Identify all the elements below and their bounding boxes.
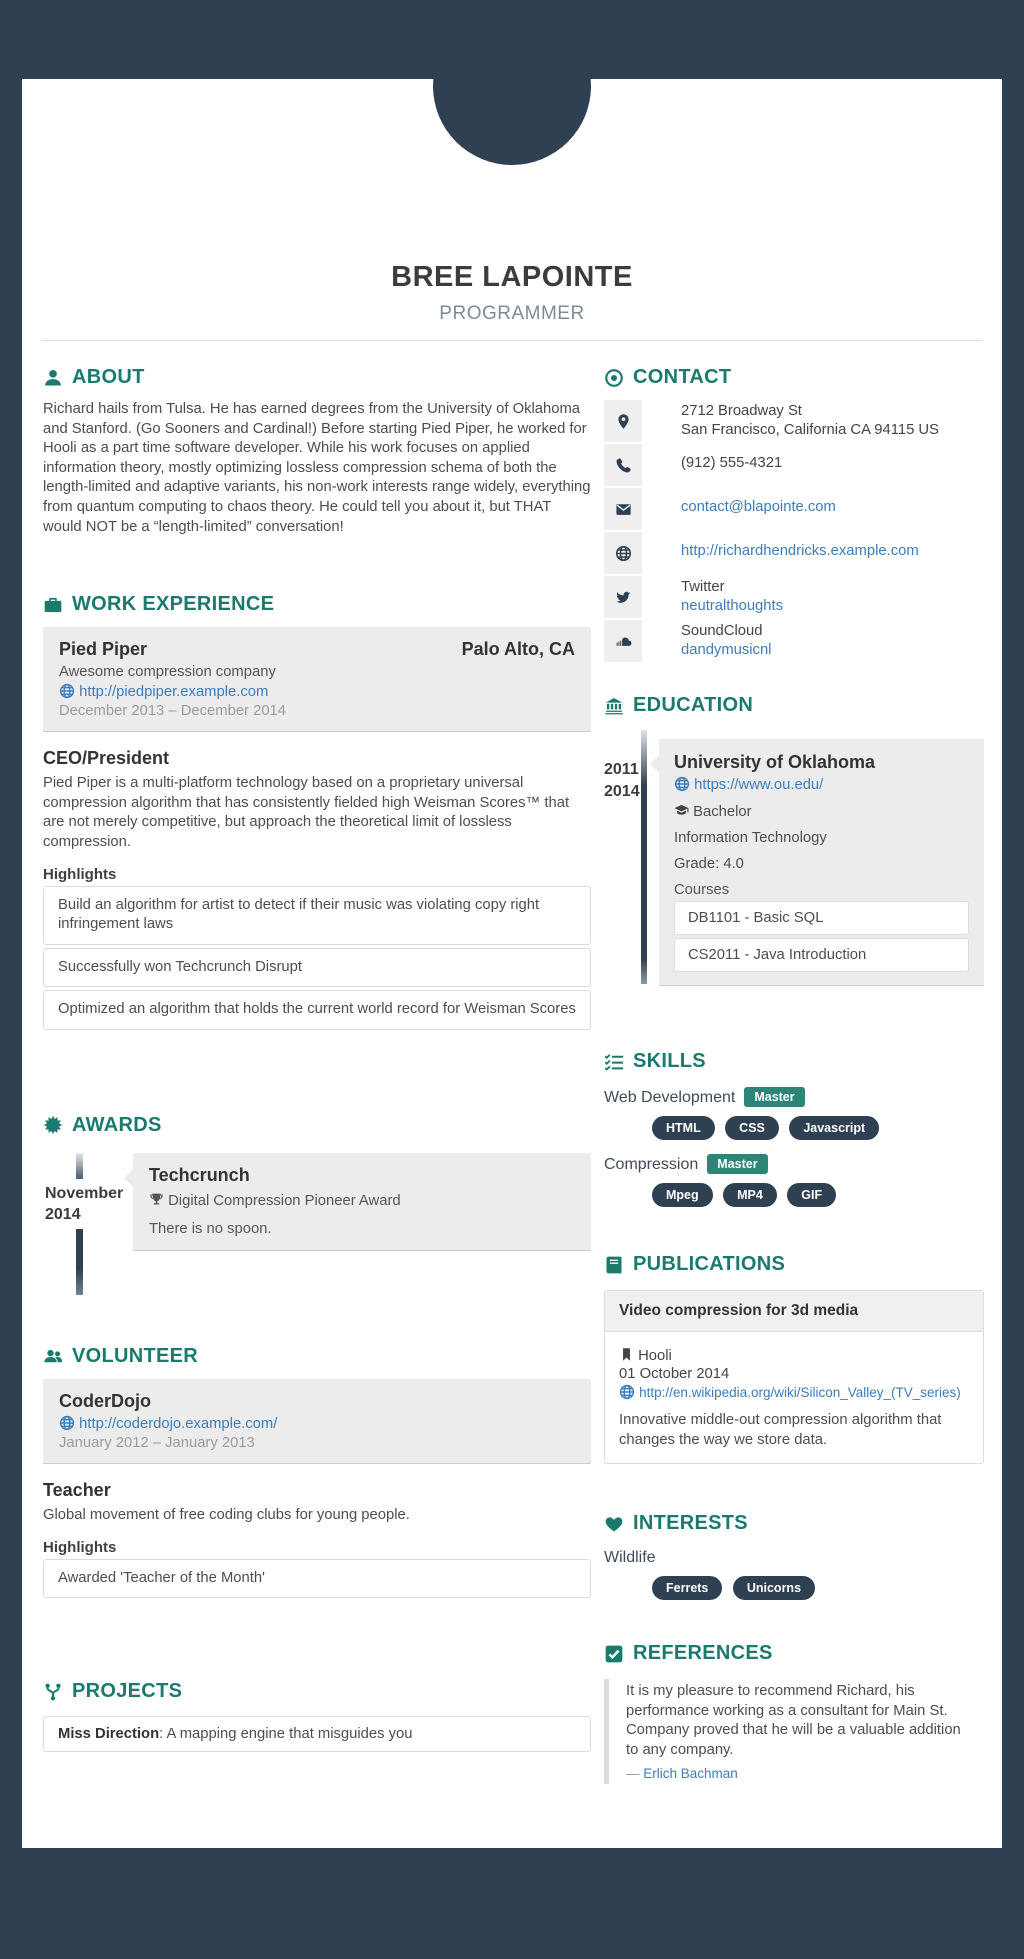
education-card (659, 739, 984, 986)
card-arrow (124, 1169, 133, 1187)
skill-keywords (652, 1116, 984, 1140)
profile-network: SoundCloud (681, 623, 763, 639)
skill-name: Compression (604, 1156, 699, 1173)
seal-icon (43, 1115, 63, 1135)
references-heading (604, 1642, 984, 1665)
work-heading (43, 593, 591, 616)
phone-icon (604, 444, 642, 488)
volunteer-website-link[interactable]: http://coderdojo.example.com/ (79, 1415, 278, 1432)
reference-quote: It is my pleasure to recommend Richard, his performance working as a consultant for Main St. Company proved that he will be a valuable addition to any company. (626, 1683, 961, 1758)
publication-link[interactable]: http://en.wikipedia.org/wiki/Silicon_Valley_(TV_series) (639, 1385, 961, 1400)
section-projects (43, 1680, 591, 1752)
volunteer-org-card (43, 1379, 591, 1464)
publication-name: Video compression for 3d media (605, 1291, 983, 1332)
references-heading-label: REFERENCES (633, 1642, 773, 1665)
people-icon (43, 1346, 63, 1366)
work-highlight-item: Successfully won Techcrunch Disrupt (43, 948, 591, 988)
about-heading (43, 366, 591, 389)
education-heading (604, 694, 984, 717)
soundcloud-profile-link[interactable]: dandymusicnl (681, 642, 772, 658)
contact-heading-label: CONTACT (633, 366, 732, 388)
award-card (133, 1153, 591, 1251)
check-square-icon (604, 1644, 624, 1664)
about-heading-label: ABOUT (72, 366, 145, 388)
work-position: CEO/President (43, 748, 170, 769)
soundcloud-icon (604, 620, 642, 664)
grade: Grade: 4.0 (674, 856, 744, 872)
interests-heading-label: INTERESTS (633, 1512, 748, 1535)
reference-quote-block (604, 1679, 984, 1783)
skill-keywords (652, 1183, 984, 1207)
contact-row-phone (604, 444, 984, 488)
twitter-icon (604, 576, 642, 620)
work-highlights-label: Highlights (43, 865, 117, 883)
heart-icon (604, 1514, 624, 1534)
institution-name: University of Oklahoma (674, 752, 876, 772)
contact-rows (604, 400, 984, 664)
section-contact (604, 366, 984, 664)
skills-heading-label: SKILLS (633, 1050, 706, 1072)
skill-keyword-pill: HTML (652, 1116, 715, 1140)
person-title: PROGRAMMER (439, 303, 585, 324)
code-fork-icon (43, 1682, 63, 1702)
awards-heading (43, 1114, 591, 1137)
section-references (604, 1642, 984, 1783)
work-dates: December 2013 – December 2014 (59, 703, 287, 720)
map-pin-icon (604, 400, 642, 444)
university-icon (604, 696, 624, 716)
card-arrow (650, 755, 659, 773)
avatar (433, 7, 591, 165)
book-icon (604, 1255, 624, 1275)
skill-keyword-pill: Javascript (789, 1116, 879, 1140)
education-end-year: 2014 (604, 783, 640, 800)
bookmark-icon (619, 1348, 634, 1364)
volunteer-heading (43, 1345, 591, 1368)
task-list-icon (604, 1052, 624, 1072)
company-description: Awesome compression company (59, 664, 276, 681)
work-highlight-item: Build an algorithm for artist to detect if their music was violating copy right infringement laws (43, 886, 591, 945)
education-start-year: 2011 (604, 761, 639, 778)
contact-heading (604, 366, 984, 389)
award-name: Digital Compression Pioneer Award (168, 1192, 401, 1209)
volunteer-heading-label: VOLUNTEER (72, 1344, 199, 1367)
award-title: Techcrunch (149, 1164, 250, 1185)
reference-name-link[interactable]: Erlich Bachman (643, 1765, 738, 1781)
project-item (43, 1716, 591, 1752)
volunteer-position: Teacher (43, 1479, 111, 1500)
section-publications (604, 1253, 984, 1464)
publications-heading (604, 1253, 984, 1276)
project-description: : A mapping engine that misguides you (159, 1726, 413, 1743)
skill-level-badge: Master (707, 1154, 767, 1174)
trophy-icon (149, 1193, 164, 1209)
section-skills (604, 1050, 984, 1207)
publisher: Hooli (638, 1348, 672, 1364)
address-line1: 2712 Broadway St (681, 403, 802, 419)
section-interests (604, 1512, 984, 1600)
volunteer-highlights-label: Highlights (43, 1538, 117, 1556)
publication-date: 01 October 2014 (619, 1366, 730, 1382)
education-timeline (604, 739, 984, 986)
study-area: Information Technology (674, 830, 827, 846)
phone-number: (912) 555-4321 (681, 455, 783, 471)
awards-heading-label: AWARDS (72, 1113, 162, 1136)
contact-row-email (604, 488, 984, 532)
bullseye-icon (604, 368, 624, 388)
education-dates (604, 759, 638, 803)
user-icon (43, 368, 63, 388)
award-summary: There is no spoon. (149, 1220, 272, 1237)
section-awards (43, 1114, 591, 1295)
interest-keyword-pill: Ferrets (652, 1576, 722, 1600)
envelope-icon (604, 488, 642, 532)
courses-label: Courses (674, 882, 730, 898)
award-date: November 2014 (45, 1179, 133, 1229)
resume-card (22, 79, 1002, 1848)
skill-item (604, 1154, 984, 1174)
volunteer-highlight-item: Awarded 'Teacher of the Month' (43, 1559, 591, 1599)
volunteer-summary: Global movement of free coding clubs for young people. (43, 1506, 410, 1523)
institution-website-link[interactable]: https://www.ou.edu/ (694, 777, 824, 793)
skills-heading (604, 1050, 984, 1073)
project-name: Miss Direction (58, 1726, 160, 1743)
contact-row-website (604, 532, 984, 576)
interest-name: Wildlife (604, 1549, 656, 1567)
website-link[interactable]: http://richardhendricks.example.com (681, 543, 919, 559)
course-item: CS2011 - Java Introduction (674, 938, 969, 972)
volunteer-dates: January 2012 – January 2013 (59, 1434, 255, 1451)
quote-dash: — (626, 1765, 640, 1781)
globe-icon (59, 1416, 75, 1432)
section-volunteer (43, 1345, 591, 1598)
projects-heading (43, 1680, 591, 1703)
publications-heading-label: PUBLICATIONS (633, 1253, 786, 1275)
awards-timeline (43, 1153, 591, 1295)
section-work (43, 593, 591, 1030)
skill-keyword-pill: CSS (725, 1116, 779, 1140)
interest-keywords (652, 1576, 984, 1600)
skill-level-badge: Master (744, 1087, 804, 1107)
education-heading-label: EDUCATION (633, 694, 754, 716)
contact-row-soundcloud (604, 620, 984, 664)
company-website-link[interactable]: http://piedpiper.example.com (79, 684, 269, 701)
person-name: BREE LAPOINTE (391, 261, 633, 293)
address-line2: San Francisco, California CA 94115 US (681, 422, 939, 438)
section-education (604, 694, 984, 986)
email-link[interactable]: contact@blapointe.com (681, 499, 836, 515)
publication-card (604, 1290, 984, 1464)
volunteer-organization: CoderDojo (59, 1390, 151, 1411)
about-text: Richard hails from Tulsa. He has earned degrees from the University of Oklahoma and Stanford. (Go Sooners and Cardinal!) Before starting Pied Piper, he worked for Hooli as a part time software developer. While his work focuses on applied information theory, mostly optimizing lossless compression schema of both the length-limited and adaptive variants, his non-work interests range widely, everything from quantum computing to chaos theory. He could tell you about it, but THAT would NOT be a “length-limited” conversation! (43, 401, 591, 535)
interest-item (604, 1549, 984, 1567)
contact-row-address (604, 400, 984, 444)
skill-name: Web Development (604, 1089, 736, 1106)
skill-keyword-pill: MP4 (723, 1183, 777, 1207)
globe-icon (604, 532, 642, 576)
work-heading-label: WORK EXPERIENCE (72, 593, 275, 616)
interest-keyword-pill: Unicorns (733, 1576, 815, 1600)
contact-row-twitter (604, 576, 984, 620)
work-summary: Pied Piper is a multi-platform technology based on a proprietary universal compression algorithm that has consistently fielded high Weisman Scores™ that are not merely competitive, but approach the theoretical limit of lossless compression. (43, 775, 570, 850)
projects-heading-label: PROJECTS (72, 1680, 183, 1703)
work-company-card (43, 627, 591, 732)
graduation-cap-icon (674, 804, 689, 820)
section-about (43, 366, 591, 537)
skill-item (604, 1087, 984, 1107)
profile-network: Twitter (681, 579, 725, 595)
interests-heading (604, 1512, 984, 1535)
company-location: Palo Alto, CA (461, 639, 575, 660)
course-item: DB1101 - Basic SQL (674, 901, 969, 935)
publication-summary: Innovative middle-out compression algorithm that changes the way we store data. (619, 1412, 942, 1448)
work-highlight-item: Optimized an algorithm that holds the current world record for Weisman Scores (43, 990, 591, 1030)
left-column (43, 341, 591, 1752)
study-type: Bachelor (693, 804, 752, 820)
briefcase-icon (43, 595, 63, 615)
right-column (604, 341, 984, 1784)
twitter-profile-link[interactable]: neutralthoughts (681, 598, 784, 614)
globe-icon (674, 777, 690, 793)
company-name: Pied Piper (59, 639, 148, 660)
globe-icon (619, 1385, 635, 1401)
skill-keyword-pill: GIF (787, 1183, 836, 1207)
globe-icon (59, 684, 75, 700)
timeline-bar (641, 730, 647, 984)
skill-keyword-pill: Mpeg (652, 1183, 713, 1207)
